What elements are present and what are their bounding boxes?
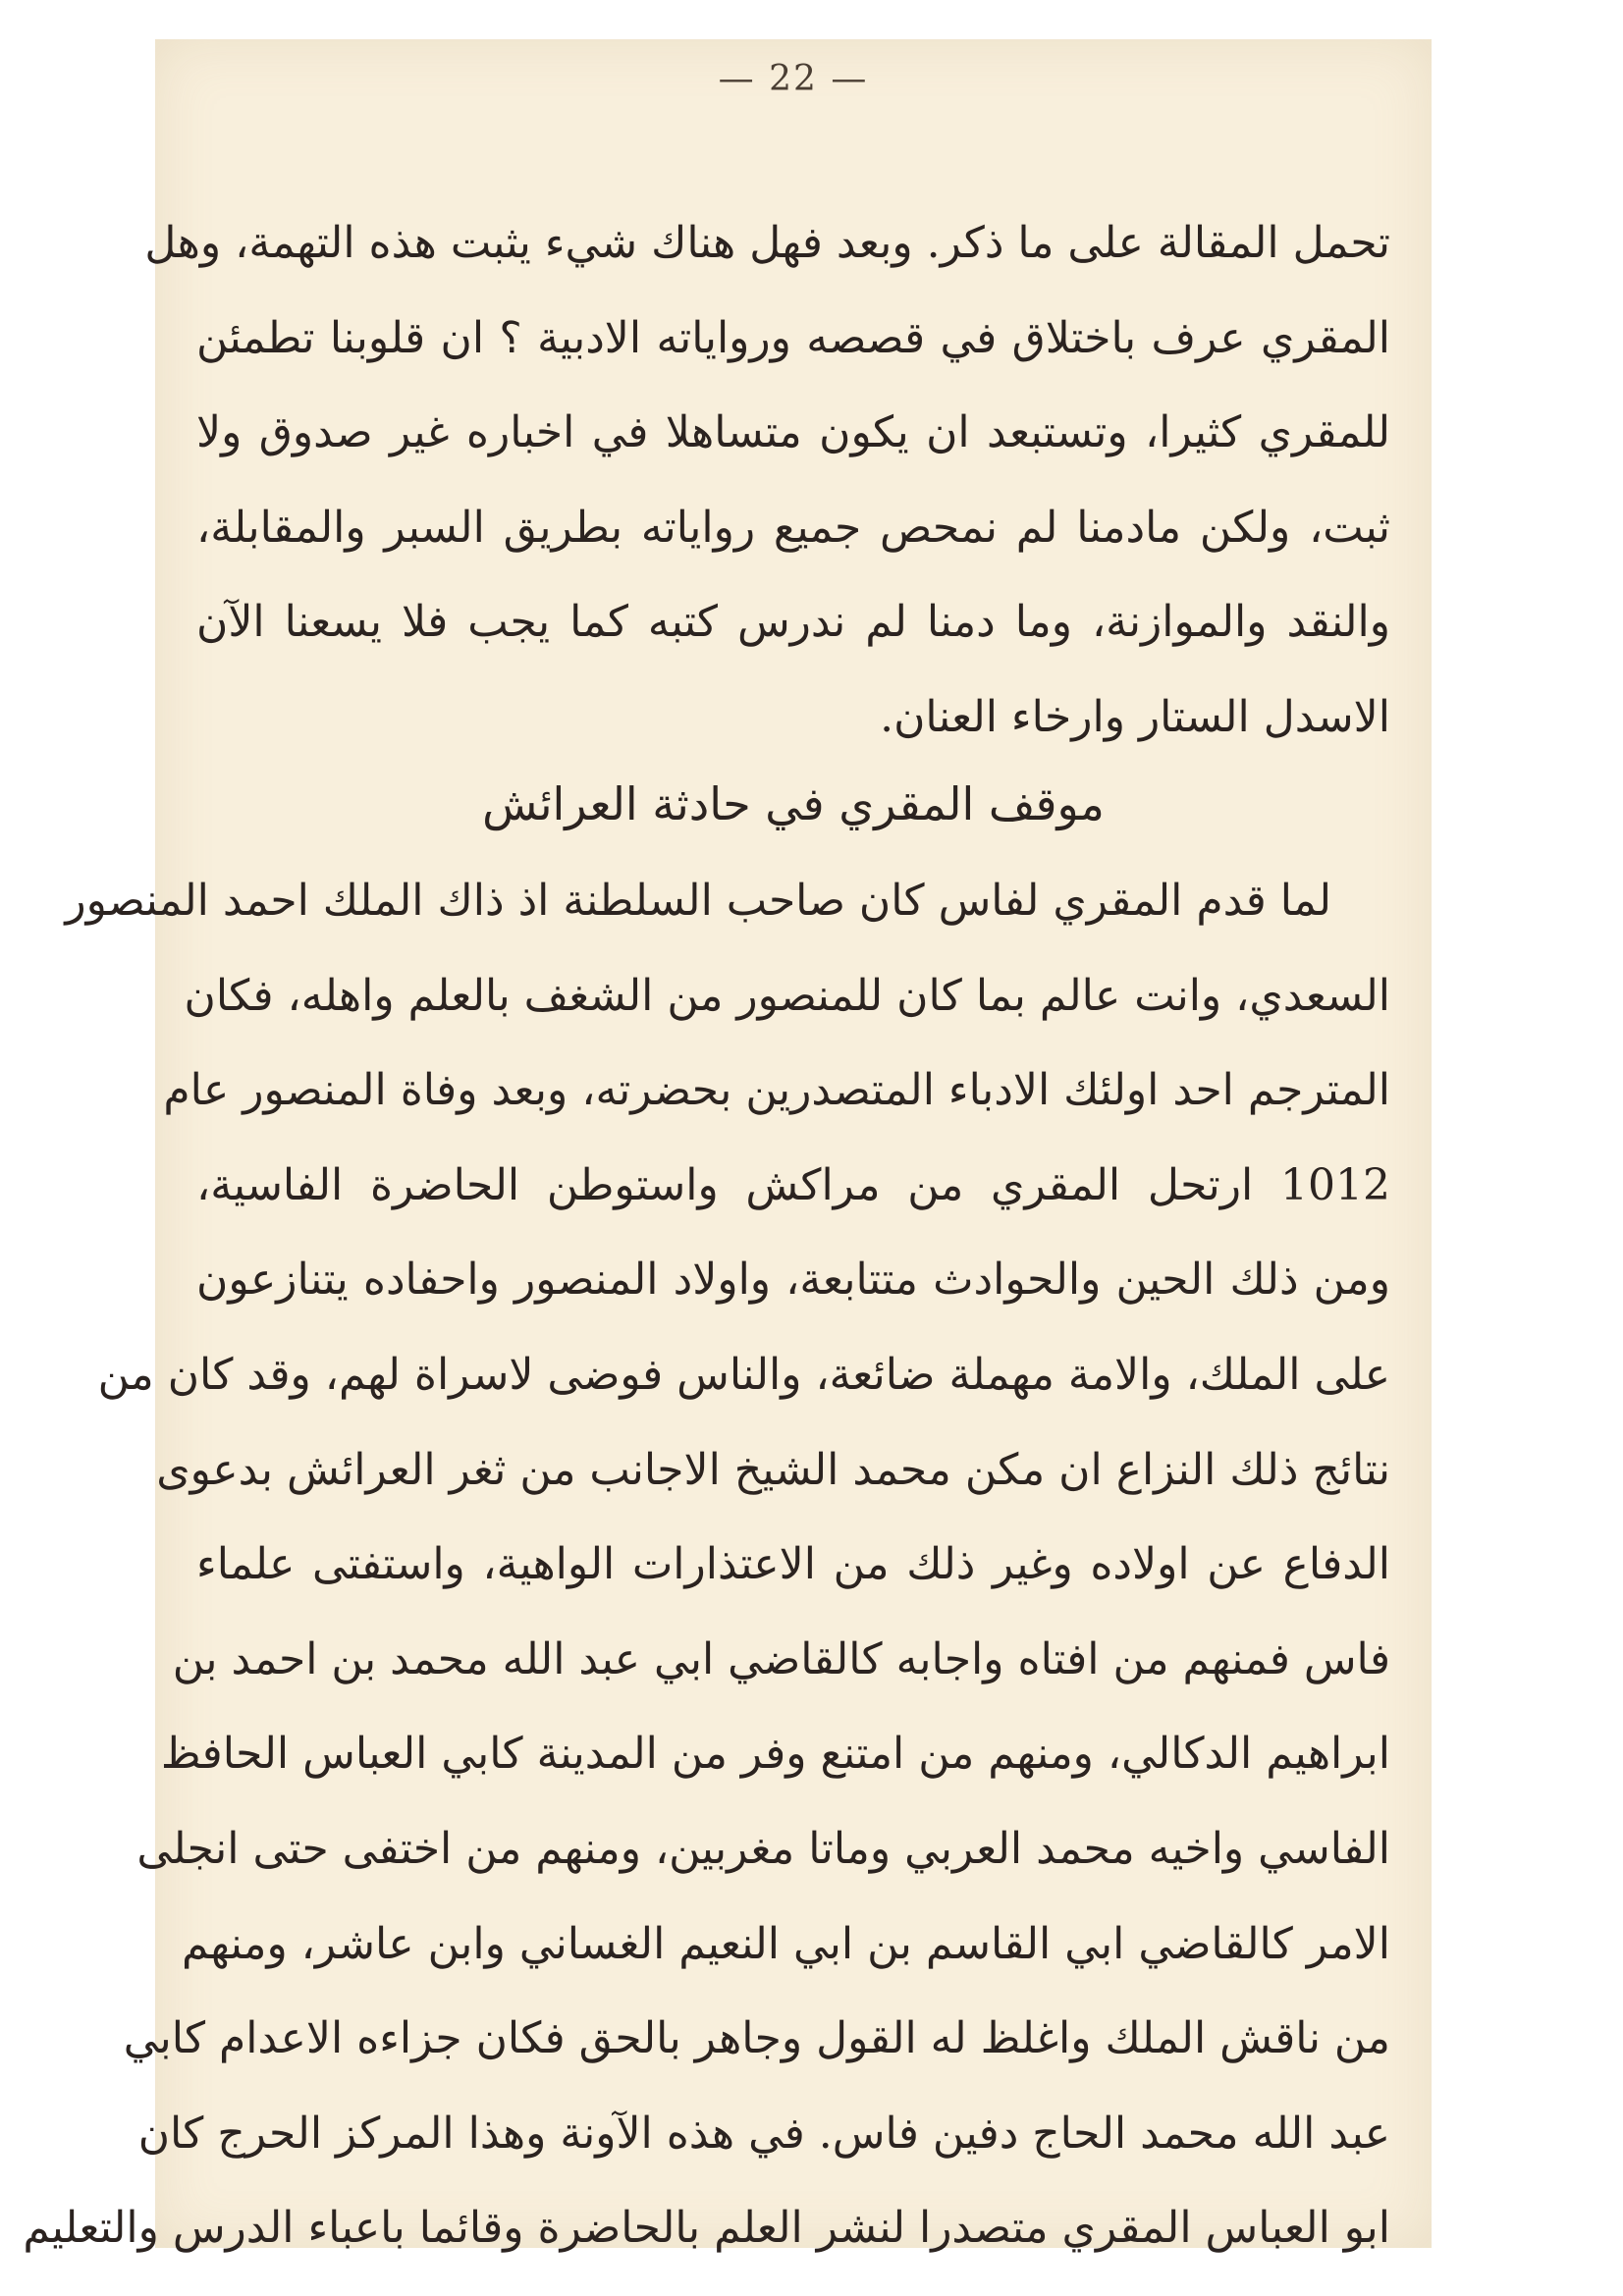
text-line: للمقري كثيرا، وتستبعد ان يكون متساهلا في اخباره غير صدوق ولا xyxy=(196,407,1390,458)
text-line: المترجم احد اولئك الادباء المتصدرين بحضرته، وبعد وفاة المنصور عام xyxy=(163,1065,1390,1116)
text-line: الفاسي واخيه محمد العربي وماتا مغربين، ومنهم من اختفى حتى انجلى xyxy=(136,1823,1390,1874)
text-line: تحمل المقالة على ما ذكر. وبعد فهل هناك شيء يثبت هذه التهمة، وهل xyxy=(144,218,1390,268)
text-line: على الملك، والامة مهملة ضائعة، والناس فوضى لاسراة لهم، وقد كان من xyxy=(97,1349,1390,1400)
page-number: — 22 — xyxy=(718,59,869,99)
text-line: ابراهيم الدكالي، ومنهم من امتنع وفر من المدينة كابي العباس الحافظ xyxy=(160,1729,1390,1780)
text-line: عبد الله محمد الحاج دفين فاس. في هذه الآونة وهذا المركز الحرج كان xyxy=(137,2108,1390,2159)
text-line: الامر كالقاضي ابي القاسم بن ابي النعيم الغساني وابن عاشر، ومنهم xyxy=(182,1918,1390,1969)
text-line: لما قدم المقري لفاس كان صاحب السلطنة اذ ذاك الملك احمد المنصور xyxy=(65,876,1331,926)
paragraph-1 xyxy=(144,196,1390,766)
text-line: ثبت، ولكن مادمنا لم نمحص جميع رواياته بطريق السبر والمقابلة، xyxy=(196,502,1390,553)
text-line: ومن ذلك الحين والحوادث متتابعة، واولاد المنصور واحفاده يتنازعون xyxy=(196,1255,1390,1306)
paragraph-2 xyxy=(23,854,1390,2276)
text-line: والنقد والموازنة، وما دمنا لم ندرس كتبه كما يجب فلا يسعنا الآن xyxy=(196,597,1390,648)
text-line: الاسدل الستار وارخاء العنان. xyxy=(880,691,1390,742)
text-line: من ناقش الملك واغلظ له القول وجاهر بالحق فكان جزاءه الاعدام كابي xyxy=(123,2013,1390,2064)
text-line: الدفاع عن اولاده وغير ذلك من الاعتذارات الواهية، واستفتى علماء xyxy=(196,1539,1390,1590)
book-page xyxy=(23,39,1432,2254)
section-heading: موقف المقري في حادثة العرائش xyxy=(482,777,1105,830)
text-line: نتائج ذلك النزاع ان مكن محمد الشيخ الاجانب من ثغر العرائش بدعوى xyxy=(156,1444,1390,1495)
text-line: ابو العباس المقري متصدرا لنشر العلم بالحاضرة وقائما باعباء الدرس والتعليم xyxy=(23,2203,1390,2254)
text-line: 1012 ارتحل المقري من مراكش واستوطن الحاضرة الفاسية، xyxy=(196,1159,1390,1210)
text-line: فاس فمنهم من افتاه واجابه كالقاضي ابي عبد الله محمد بن احمد بن xyxy=(172,1633,1390,1684)
text-line: السعدي، وانت عالم بما كان للمنصور من الشغف بالعلم واهله، فكان xyxy=(184,970,1390,1021)
text-line: المقري عرف باختلاق في قصصه ورواياته الادبية ؟ ان قلوبنا تطمئن xyxy=(196,312,1390,363)
